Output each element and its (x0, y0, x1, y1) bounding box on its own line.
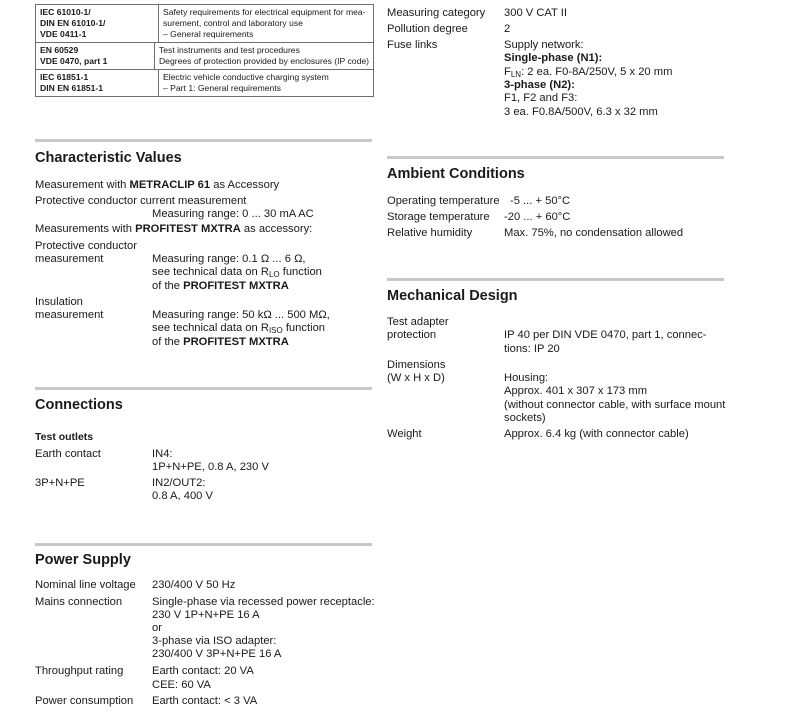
insulation-label: measurement (35, 309, 104, 321)
operating-temperature-value: -5 ... + 50°C (510, 195, 571, 207)
product-name: METRACLIP 61 (129, 179, 211, 191)
fuse-single-phase-title: Single-phase (N1): (504, 52, 603, 64)
subscript: ISO (268, 326, 283, 335)
standard-code: IEC 61851-1 (40, 72, 89, 82)
power-consumption-label: Power consumption (35, 695, 134, 707)
weight-value: Approx. 6.4 kg (with connector cable) (504, 428, 689, 440)
dimensions-value: Approx. 401 x 307 x 173 mm (504, 385, 648, 397)
insulation-range: Measuring range: 50 kΩ ... 500 MΩ, (152, 309, 330, 321)
fuse-symbol: F (504, 66, 511, 78)
standards-row (36, 42, 373, 69)
three-phase-port: IN2/OUT2: (152, 477, 206, 489)
storage-temperature-value: -20 ... + 60°C (504, 211, 571, 223)
standard-text: – General requirements (163, 29, 254, 39)
pc-current-line: Protective conductor current measurement (35, 195, 247, 207)
standard-text: – Part 1: General requirements (163, 83, 281, 93)
insulation-of (152, 336, 289, 349)
relative-humidity-label: Relative humidity (387, 227, 473, 239)
section-divider (35, 139, 372, 142)
section-divider (387, 156, 724, 159)
characteristic-values-heading: Characteristic Values (35, 150, 182, 166)
pollution-degree-value: 2 (504, 23, 511, 35)
test-adapter-label: Test adapter (387, 316, 449, 328)
throughput-value: CEE: 60 VA (152, 679, 211, 691)
earth-contact-spec: 1P+N+PE, 0.8 A, 230 V (152, 461, 269, 473)
dimensions-value: sockets) (504, 412, 546, 424)
dimensions-label: Dimensions (387, 359, 446, 371)
measuring-category-value: 300 V CAT II (504, 7, 568, 19)
mains-connection-value: 230/400 V 3P+N+PE 16 A (152, 648, 282, 660)
measuring-category-label: Measuring category (387, 7, 486, 19)
storage-temperature-label: Storage temperature (387, 211, 490, 223)
standards-row (36, 69, 373, 96)
dimensions-label: (W x H x D) (387, 372, 445, 384)
text: as accessory: (240, 223, 313, 235)
standard-text: Degrees of protection provided by enclosures (IP code) (158, 56, 369, 66)
fuse-three-phase-line: F1, F2 and F3: (504, 92, 578, 104)
text: Measurements with (35, 223, 136, 235)
standard-description (159, 70, 373, 96)
standard-code: DIN EN 61851-1 (40, 83, 104, 93)
throughput-label: Throughput rating (35, 665, 124, 677)
metraclip-line (35, 179, 279, 192)
standard-code: DIN EN 61010-1/ (40, 18, 106, 28)
standard-text: Electric vehicle conductive charging system (163, 72, 329, 82)
text: of the (152, 336, 184, 348)
weight-label: Weight (387, 428, 422, 440)
standard-description (155, 43, 373, 69)
standard-code: VDE 0470, part 1 (40, 56, 108, 66)
text: see technical data on R (152, 266, 269, 278)
standard-code: IEC 61010-1/ (40, 7, 91, 17)
text: of the (152, 280, 184, 292)
fuse-single-phase-value (504, 66, 672, 79)
fuse-spec: : 2 ea. F0-8A/250V, 5 x 20 mm (521, 66, 673, 78)
three-phase-spec: 0.8 A, 400 V (152, 490, 213, 502)
pc-measurement-label: Protective conductor (35, 240, 137, 252)
standard-code: VDE 0411-1 (40, 29, 87, 39)
insulation-see (152, 322, 325, 335)
subscript: LO (268, 270, 280, 279)
mains-connection-value: 3-phase via ISO adapter: (152, 635, 277, 647)
fuse-three-phase-spec: 3 ea. F0.8A/500V, 6.3 x 32 mm (504, 106, 658, 118)
test-adapter-label: protection (387, 329, 437, 341)
standard-text: surement, control and laboratory use (163, 18, 303, 28)
ambient-conditions-heading: Ambient Conditions (387, 166, 525, 182)
power-supply-heading: Power Supply (35, 552, 131, 568)
fuse-three-phase-title: 3-phase (N2): (504, 79, 575, 91)
standard-codes (36, 43, 155, 69)
section-divider (387, 278, 724, 281)
standard-text: Safety requirements for electrical equipment for mea- (163, 7, 366, 17)
nominal-voltage-value: 230/400 V 50 Hz (152, 579, 236, 591)
fuse-links-label: Fuse links (387, 39, 438, 51)
connections-heading: Connections (35, 397, 123, 413)
pc-measurement-of (152, 280, 289, 293)
mains-connection-value: Single-phase via recessed power receptacle: (152, 596, 375, 608)
text: Measurement with (35, 179, 130, 191)
section-divider (35, 543, 372, 546)
nominal-voltage-label: Nominal line voltage (35, 579, 136, 591)
standard-code: EN 60529 (40, 45, 79, 55)
dimensions-value: Housing: (504, 372, 549, 384)
standard-description (159, 5, 373, 42)
product-name: PROFITEST MXTRA (183, 280, 289, 292)
section-divider (35, 387, 372, 390)
test-outlets-subheading: Test outlets (35, 431, 94, 443)
pc-measurement-see (152, 266, 322, 279)
mechanical-design-heading: Mechanical Design (387, 288, 518, 304)
product-name: PROFITEST MXTRA (183, 336, 289, 348)
text: function (279, 266, 322, 278)
standard-codes (36, 5, 159, 42)
text: as Accessory (210, 179, 280, 191)
profitest-line (35, 223, 312, 236)
pc-current-range: Measuring range: 0 ... 30 mA AC (152, 208, 314, 220)
text: function (282, 322, 326, 334)
text: see technical data on R (152, 322, 269, 334)
pc-measurement-range: Measuring range: 0.1 Ω ... 6 Ω, (152, 253, 306, 265)
product-name: PROFITEST MXTRA (135, 223, 241, 235)
mains-connection-value: or (152, 622, 162, 634)
fuse-supply-network: Supply network: (504, 39, 584, 51)
insulation-label: Insulation (35, 296, 83, 308)
standards-row (36, 4, 373, 42)
fuse-subscript: LN (510, 70, 522, 79)
pc-measurement-label: measurement (35, 253, 104, 265)
earth-contact-label: Earth contact (35, 448, 101, 460)
throughput-value: Earth contact: 20 VA (152, 665, 254, 677)
power-consumption-value: Earth contact: < 3 VA (152, 695, 258, 707)
three-phase-label: 3P+N+PE (35, 477, 85, 489)
mains-connection-value: 230 V 1P+N+PE 16 A (152, 609, 260, 621)
standard-text: Test instruments and test procedures (158, 45, 300, 55)
earth-contact-port: IN4: (152, 448, 173, 460)
dimensions-value: (without connector cable, with surface mount (504, 399, 726, 411)
test-adapter-value: tions: IP 20 (504, 343, 560, 355)
standards-table (35, 4, 374, 97)
pollution-degree-label: Pollution degree (387, 23, 468, 35)
operating-temperature-label: Operating temperature (387, 195, 500, 207)
relative-humidity-value: Max. 75%, no condensation allowed (504, 227, 684, 239)
test-adapter-value: IP 40 per DIN VDE 0470, part 1, connec- (504, 329, 707, 341)
standard-codes (36, 70, 159, 96)
mains-connection-label: Mains connection (35, 596, 123, 608)
